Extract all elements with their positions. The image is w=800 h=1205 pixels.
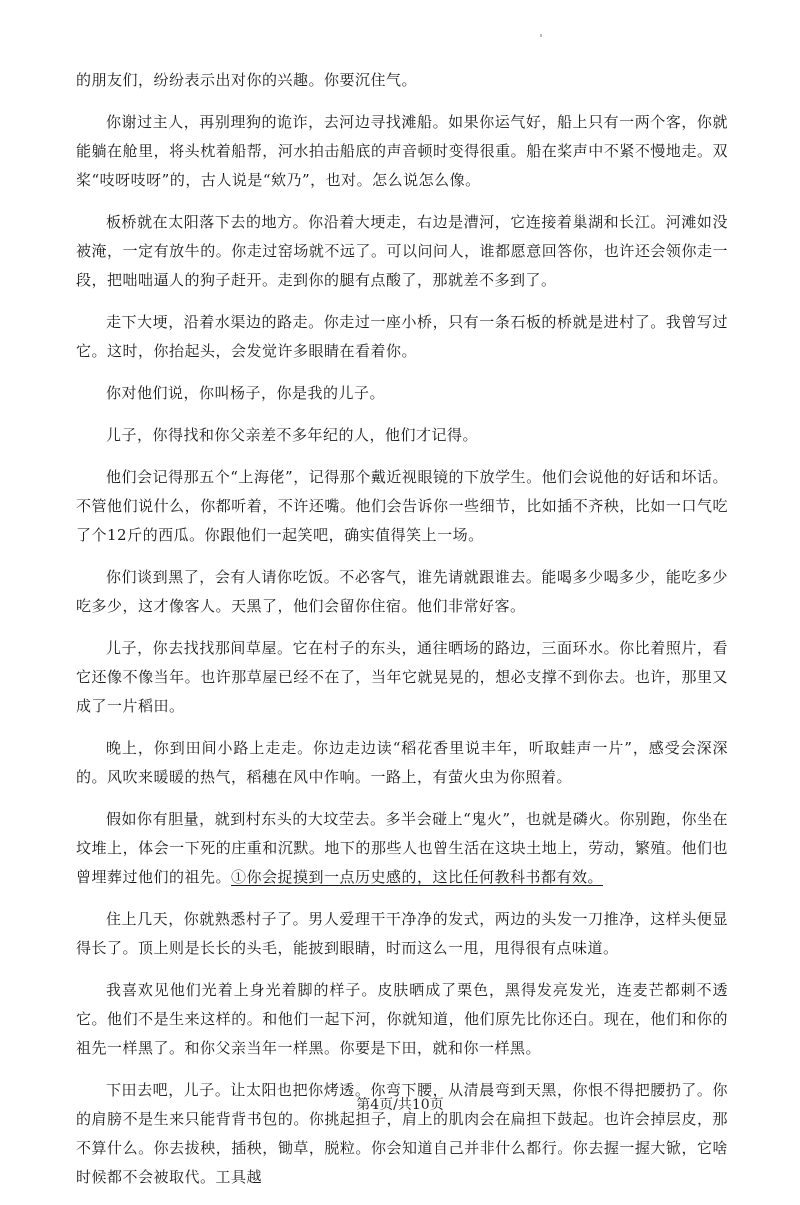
paragraph-text: 你对他们说，你叫杨子，你是我的儿子。	[106, 384, 386, 402]
paragraph	[76, 308, 728, 366]
paragraph	[76, 563, 728, 621]
paragraph-text: 他们会记得那五个“上海佬”，记得那个戴近视眼镜的下放学生。他们会说他的好话和坏话。不管他们说什么，你都听着，不许还嘴。他们会告诉你一些细节，比如插不齐秧，比如一口气吃了个12斤的西瓜。你跟他们一起笑吧，确实值得笑上一场。	[76, 468, 728, 544]
paragraph-text: 下田去吧，儿子。让太阳也把你烤透。你弯下腰，从清晨弯到天黑，你恨不得把腰扔了。你的肩膀不是生来只能背背书包的。你挑起担子，肩上的肌肉会在扁担下鼓起。也许会掉层皮，那不算什么。你去拔秧，插秧，锄草，脱粒。你会知道自己并非什么都行。你去握一握大锨，它啥时候都不会被取代。工具越	[76, 1081, 728, 1186]
paragraph-text: 儿子，你得找和你父亲差不多年纪的人，他们才记得。	[106, 426, 479, 444]
paragraph-text: 走下大埂，沿着水渠边的路走。你走过一座小桥，只有一条石板的桥就是进村了。我曾写过它。这时，你抬起头，会发觉许多眼睛在看着你。	[76, 313, 728, 360]
paragraph-text: 你们谈到黑了，会有人请你吃饭。不必客气，谁先请就跟谁去。能喝多少喝多少，能吃多少吃多少，这才像客人。天黑了，他们会留你住宿。他们非常好客。	[76, 568, 728, 615]
paragraph	[76, 805, 728, 892]
paragraph	[76, 734, 728, 792]
paragraph-text: 假如你有胆量，就到村东头的大坟茔去。多半会碰上“鬼火”，也就是磷火。你别跑，你坐在坟堆上，体会一下死的庄重和沉默。地下的那些人也曾生活在这块土地上，劳动，繁殖。他们也曾埋葬过他们的祖先。	[76, 810, 728, 886]
page-number-footer: 第4页/共10页	[356, 1097, 444, 1113]
paragraph-text: 的朋友们，纷纷表示出对你的兴趣。你要沉住气。	[76, 71, 418, 89]
paragraph	[76, 634, 728, 721]
paragraph	[76, 379, 728, 408]
paragraph	[76, 976, 728, 1063]
paragraph-text: 我喜欢见他们光着上身光着脚的样子。皮肤晒成了栗色，黑得发亮发光，连麦芒都刺不透它。他们不是生来这样的。和他们一起下河，你就知道，他们原先比你还白。现在，他们和你的祖先一样黑了。和你父亲当年一样黑。你要是下田，就和你一样黑。	[76, 981, 728, 1057]
document-body	[76, 66, 728, 1205]
paragraph	[76, 421, 728, 450]
paragraph-text: 板桥就在太阳落下去的地方。你沿着大埂走，右边是漕河，它连接着巢湖和长江。河滩如没被淹，一定有放牛的。你走过窑场就不远了。可以问问人，谁都愿意回答你，也许还会领你走一段，把咄咄逼人的狗子赶开。走到你的腿有点酸了，那就差不多到了。	[76, 213, 728, 289]
paragraph	[76, 463, 728, 550]
paragraph-text: 儿子，你去找找那间草屋。它在村子的东头，通往晒场的路边，三面环水。你比着照片，看它还像不像当年。也许那草屋已经不在了，当年它就晃晃的，想必支撑不到你去。也许，那里又成了一片稻田。	[76, 639, 728, 715]
paragraph-text: 你谢过主人，再别理狗的诡诈，去河边寻找滩船。如果你运气好，船上只有一两个客，你就能躺在舱里，将头枕着船帮，河水拍击船底的声音顿时变得很重。船在桨声中不紧不慢地走。双桨“吱呀吱呀”的，古人说是“欸乃”，也对。怎么说怎么像。	[76, 113, 728, 189]
paragraph	[76, 208, 728, 295]
scan-mark	[540, 34, 542, 37]
paragraph-text: 晚上，你到田间小路上走走。你边走边读“稻花香里说丰年，听取蛙声一片”，感受会深深的。风吹来暖暖的热气，稻穗在风中作响。一路上，有萤火虫为你照着。	[76, 739, 728, 786]
paragraph-text: 住上几天，你就熟悉村子了。男人爱理干干净净的发式，两边的头发一刀推净，这样头便显得长了。顶上则是长长的头毛，能披到眼睛，时而这么一甩，甩得很有点味道。	[76, 910, 728, 957]
paragraph	[76, 66, 728, 95]
underlined-sentence: ①你会捉摸到一点历史感的，这比任何教科书都有效。	[231, 868, 604, 886]
paragraph	[76, 905, 728, 963]
paragraph	[76, 108, 728, 195]
